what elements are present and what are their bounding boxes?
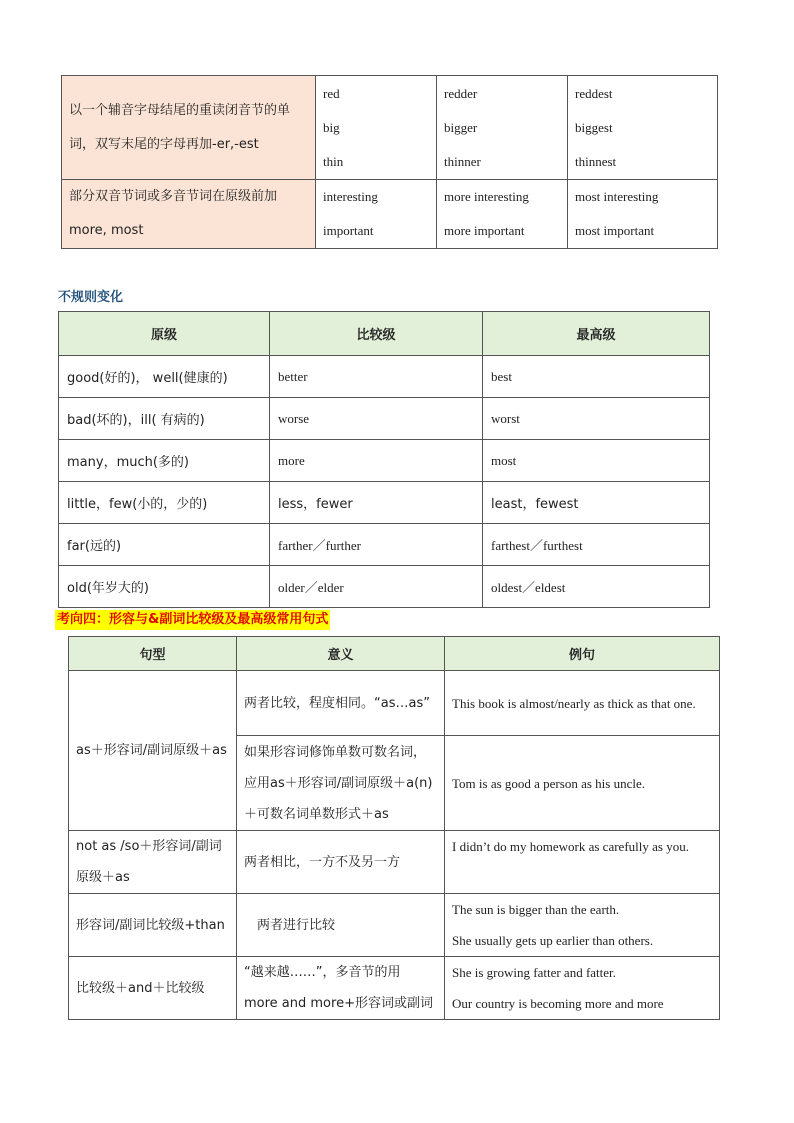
header-row <box>59 312 710 356</box>
comparative-cell: older／elder <box>270 566 483 608</box>
positive-cell: many，much(多的) <box>59 440 270 482</box>
formation-rules-table <box>61 75 718 249</box>
example-line: She is growing fatter and fatter. <box>452 965 616 980</box>
table-row <box>59 566 710 608</box>
comparative-cell: better <box>270 356 483 398</box>
column-header: 意义 <box>237 637 445 671</box>
positive-cell <box>316 76 437 180</box>
superlative-cell: best <box>483 356 710 398</box>
table-row <box>59 524 710 566</box>
word: more interesting <box>444 189 529 204</box>
column-header: 例句 <box>445 637 720 671</box>
superlative-cell: oldest／eldest <box>483 566 710 608</box>
comparative-cell <box>437 180 568 249</box>
table-row <box>69 671 720 736</box>
word: thinner <box>444 153 481 169</box>
word: reddest <box>575 85 613 101</box>
rule-cell: 部分双音节词或多音节词在原级前加more, most <box>62 180 316 249</box>
table-row <box>59 398 710 440</box>
word: red <box>323 85 340 101</box>
comparative-cell <box>437 76 568 180</box>
superlative-cell: most <box>483 440 710 482</box>
pattern-cell: 形容词/副词比较级+than <box>69 894 237 957</box>
table-row <box>69 831 720 894</box>
column-header: 句型 <box>69 637 237 671</box>
example-cell: Tom is as good a person as his uncle. <box>445 736 720 831</box>
meaning-cell: 如果形容词修饰单数可数名词，应用as＋形容词/副词原级＋a(n)＋可数名词单数形式＋as <box>237 736 445 831</box>
irregular-heading: 不规则变化 <box>58 290 124 305</box>
irregular-table <box>58 311 710 608</box>
word: bigger <box>444 119 478 135</box>
pattern-cell: not as /so＋形容词/副词原级＋as <box>69 831 237 894</box>
section-heading: 考向四：形容与&副词比较级及最高级常用句式 <box>55 610 330 630</box>
meaning-cell <box>237 957 445 1020</box>
word: redder <box>444 85 478 101</box>
table-row <box>59 440 710 482</box>
pattern-cell: as＋形容词/副词原级＋as <box>69 671 237 831</box>
word: important <box>323 223 374 238</box>
example-cell: This book is almost/nearly as thick as that one. <box>445 671 720 736</box>
word: more important <box>444 223 525 238</box>
example-line: The sun is bigger than the earth. <box>452 902 620 917</box>
table-row <box>59 356 710 398</box>
sentence-patterns-table <box>68 636 720 1020</box>
word: thin <box>323 153 344 169</box>
column-header: 最高级 <box>483 312 710 356</box>
table-row <box>69 957 720 1020</box>
table-row <box>69 894 720 957</box>
positive-cell: bad(坏的)，ill( 有病的) <box>59 398 270 440</box>
comparative-cell: more <box>270 440 483 482</box>
table-row <box>62 76 718 180</box>
comparative-cell: less，fewer <box>270 482 483 524</box>
table-row <box>62 180 718 249</box>
word: thinnest <box>575 153 617 169</box>
word: most important <box>575 223 655 238</box>
superlative-cell: worst <box>483 398 710 440</box>
meaning-cell: 两者比较，程度相同。“as…as” <box>237 671 445 736</box>
word: biggest <box>575 119 613 135</box>
meaning-line: more and more+形容词或副词 <box>244 996 433 1011</box>
positive-cell: good(好的)， well(健康的) <box>59 356 270 398</box>
comparative-cell: farther／further <box>270 524 483 566</box>
column-header: 原级 <box>59 312 270 356</box>
positive-cell <box>316 180 437 249</box>
superlative-cell <box>568 76 718 180</box>
positive-cell: little，few(小的，少的) <box>59 482 270 524</box>
pattern-cell: 比较级＋and＋比较级 <box>69 957 237 1020</box>
positive-cell: old(年岁大的) <box>59 566 270 608</box>
example-line: She usually gets up earlier than others. <box>452 933 654 948</box>
example-cell: I didn’t do my homework as carefully as you. <box>445 831 720 894</box>
word: most interesting <box>575 189 659 204</box>
meaning-cell: 两者进行比较 <box>237 894 445 957</box>
header-row <box>69 637 720 671</box>
example-line: Our country is becoming more and more <box>452 996 664 1011</box>
comparative-cell: worse <box>270 398 483 440</box>
example-cell <box>445 894 720 957</box>
example-cell <box>445 957 720 1020</box>
word: big <box>323 119 340 135</box>
column-header: 比较级 <box>270 312 483 356</box>
meaning-cell: 两者相比，一方不及另一方 <box>237 831 445 894</box>
word: interesting <box>323 189 378 204</box>
table-row <box>59 482 710 524</box>
rule-cell: 以一个辅音字母结尾的重读闭音节的单词，双写末尾的字母再加-er,-est <box>62 76 316 180</box>
superlative-cell: farthest／furthest <box>483 524 710 566</box>
meaning-line: “越来越……”，多音节的用 <box>244 965 401 980</box>
superlative-cell <box>568 180 718 249</box>
superlative-cell: least，fewest <box>483 482 710 524</box>
positive-cell: far(远的) <box>59 524 270 566</box>
